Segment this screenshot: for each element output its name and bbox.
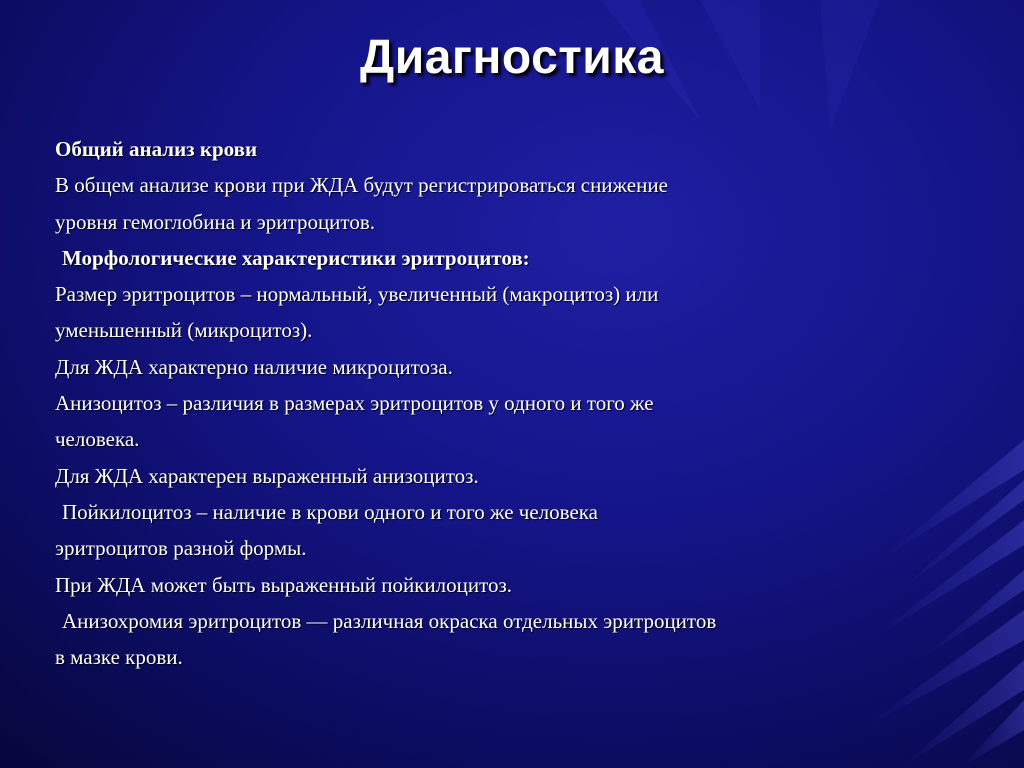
text-line: Анизоцитоз – различия в размерах эритроцитов у одного и того же [55,391,654,416]
text-line: При ЖДА может быть выраженный пойкилоцитоз. [55,572,513,597]
heading-cbc: Общий анализ крови [55,137,258,161]
light-ray [960,700,1024,768]
text-line: человека. [55,427,140,452]
text-line: В общем анализе крови при ЖДА будут регистрироваться снижение [55,173,668,198]
slide-title: Диагностика [360,31,664,84]
text-line: Анизохромия эритроцитов — различная окраска отдельных эритроцитов [62,608,717,633]
text-line: Для ЖДА характерно наличие микроцитоза. [55,354,453,379]
heading-morphology: Морфологические характеристики эритроцитов: [62,245,530,270]
text-line: уровня гемоглобина и эритроцитов. [55,209,375,234]
text-line: в мазке крови. [55,645,183,670]
text-line: уменьшенный (микроцитоз). [55,318,313,343]
text-line: Размер эритроцитов – нормальный, увеличенный (макроцитоз) или [55,282,659,307]
light-ray [900,660,1024,768]
text-line: Пойкилоцитоз – наличие в крови одного и того же человека [62,499,598,524]
text-line: эритроцитов разной формы. [55,536,307,561]
slide-content [55,131,955,675]
text-line: Для ЖДА характерен выраженный анизоцитоз. [55,463,479,488]
